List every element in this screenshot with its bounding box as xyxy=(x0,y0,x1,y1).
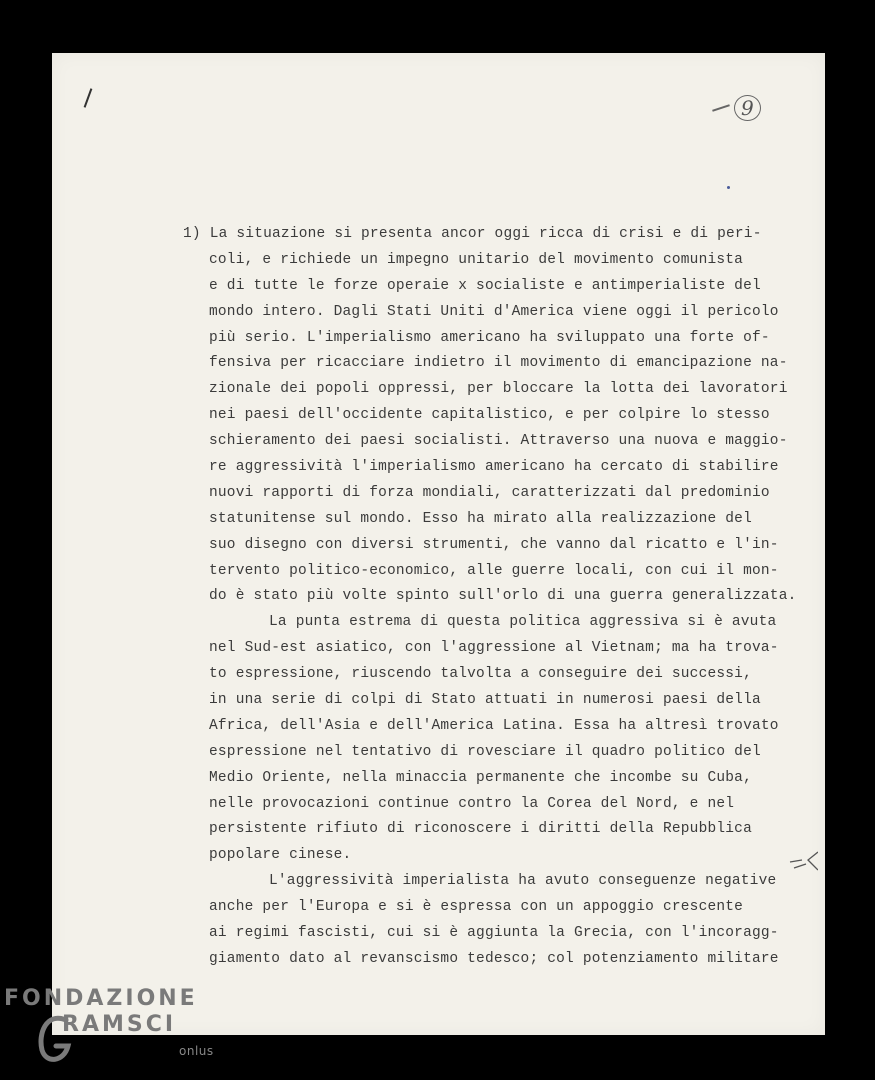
watermark-line-1: FONDAZIONE xyxy=(4,986,198,1011)
text-line: fensiva per ricacciare indietro il movimento di emancipazione na- xyxy=(209,355,788,372)
text-line: do è stato più volte spinto sull'orlo di una guerra generalizzata. xyxy=(209,588,797,605)
text-line: Africa, dell'Asia e dell'America Latina. Essa ha altresì trovato xyxy=(209,717,779,734)
watermark-onlus: onlus xyxy=(179,1044,214,1058)
text-line: to espressione, riuscendo talvolta a conseguire dei successi, xyxy=(209,666,752,683)
text-line: tervento politico-economico, alle guerre locali, con cui il mon- xyxy=(209,562,779,579)
text-line: 1) La situazione si presenta ancor oggi ricca di crisi e di peri- xyxy=(183,226,762,242)
text-line: Medio Oriente, nella minaccia permanente che incombe su Cuba, xyxy=(209,769,752,786)
text-line: nei paesi dell'occidente capitalistico, e per colpire lo stesso xyxy=(209,407,770,424)
text-line: espressione nel tentativo di rovesciare il quadro politico del xyxy=(209,743,761,760)
text-line: coli, e richiede un impegno unitario del movimento comunista xyxy=(209,251,744,268)
text-line: giamento dato al revanscismo tedesco; col potenziamento militare xyxy=(209,950,779,967)
text-line: re aggressività l'imperialismo americano ha cercato di stabilire xyxy=(209,459,779,476)
fondazione-gramsci-watermark xyxy=(4,986,234,1076)
text-line: ai regimi fascisti, cui si è aggiunta la Grecia, con l'incoragg- xyxy=(209,925,779,942)
text-line: suo disegno con diversi strumenti, che vanno dal ricatto e l'in- xyxy=(209,536,779,553)
text-line: persistente rifiuto di riconoscere i diritti della Repubblica xyxy=(209,821,752,838)
margin-correction-mark xyxy=(788,848,818,872)
pencil-dash xyxy=(712,104,730,111)
handwritten-page-number xyxy=(712,92,761,122)
text-line: popolare cinese. xyxy=(209,847,352,864)
typewritten-text xyxy=(183,222,823,973)
text-line: e di tutte le forze operaie x socialiste e antimperialiste del xyxy=(209,277,761,294)
text-line: in una serie di colpi di Stato attuati in numerosi paesi della xyxy=(209,692,761,709)
page-number-circle: 9 xyxy=(734,95,761,121)
text-line: schieramento dei paesi socialisti. Attraverso una nuova e maggio- xyxy=(209,433,788,450)
ink-dot xyxy=(727,186,730,189)
text-line: più serio. L'imperialismo americano ha sviluppato una forte of- xyxy=(209,329,770,346)
text-line: La punta estrema di questa politica aggressiva si è avuta xyxy=(269,614,777,631)
text-line: nel Sud-est asiatico, con l'aggressione al Vietnam; ma ha trova- xyxy=(209,640,779,657)
watermark-line-2: RAMSCI xyxy=(62,1012,177,1037)
text-line: nelle provocazioni continue contro la Corea del Nord, e nel xyxy=(209,795,735,812)
text-line: mondo intero. Dagli Stati Uniti d'America viene oggi il pericolo xyxy=(209,303,779,320)
text-line: L'aggressività imperialista ha avuto conseguenze negative xyxy=(269,873,777,890)
text-line: anche per l'Europa e si è espressa con un appoggio crescente xyxy=(209,899,744,916)
text-line: statunitense sul mondo. Esso ha mirato alla realizzazione del xyxy=(209,510,752,527)
text-line: zionale dei popoli oppressi, per bloccare la lotta dei lavoratori xyxy=(209,381,788,398)
text-line: nuovi rapporti di forza mondiali, caratterizzati dal predominio xyxy=(209,484,770,501)
